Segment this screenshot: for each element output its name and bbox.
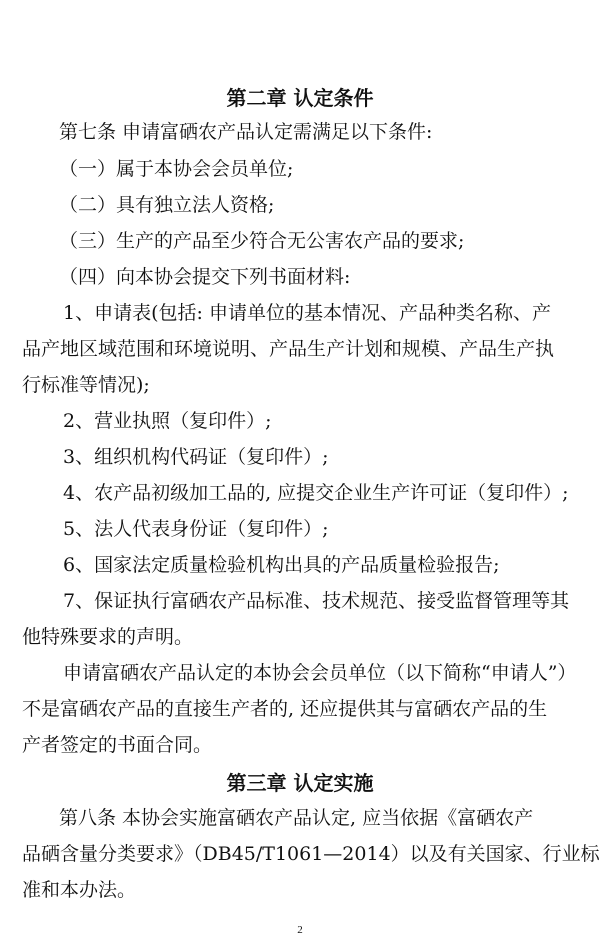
material-item-2: 2、营业执照（复印件）;	[63, 410, 272, 432]
applicant-note-line-2: 不是富硒农产品的直接生产者的, 还应提供其与富硒农产品的生	[22, 698, 548, 720]
article-8-line-1: 第八条 本协会实施富硒农产品认定, 应当依据《富硒农产	[59, 807, 534, 829]
chapter-2-heading: 第二章 认定条件	[226, 86, 374, 110]
article-8-line-3: 准和本办法。	[22, 879, 137, 901]
material-item-5: 5、法人代表身份证（复印件）;	[63, 518, 329, 540]
condition-4: （四）向本协会提交下列书面材料:	[59, 266, 351, 288]
applicant-note-line-1: 申请富硒农产品认定的本协会会员单位（以下简称“申请人”）	[63, 662, 577, 684]
chapter-3-heading: 第三章 认定实施	[226, 771, 374, 795]
material-item-1-line-2: 品产地区域范围和环境说明、产品生产计划和规模、产品生产执	[22, 338, 555, 360]
condition-3: （三）生产的产品至少符合无公害农产品的要求;	[59, 230, 465, 252]
material-item-4: 4、农产品初级加工品的, 应提交企业生产许可证（复印件）;	[63, 482, 569, 504]
material-item-7-line-2: 他特殊要求的声明。	[22, 626, 194, 648]
material-item-7-line-1: 7、保证执行富硒农产品标准、技术规范、接受监督管理等其	[63, 590, 570, 612]
condition-1: （一）属于本协会会员单位;	[59, 158, 294, 180]
material-item-1-line-3: 行标准等情况);	[22, 374, 150, 396]
page-number: 2	[297, 924, 303, 936]
article-7-text: 第七条 申请富硒农产品认定需满足以下条件:	[59, 121, 433, 143]
article-8-line-2: 品硒含量分类要求》（DB45/T1061—2014）以及有关国家、行业标	[22, 843, 600, 865]
condition-2: （二）具有独立法人资格;	[59, 194, 275, 216]
applicant-note-line-3: 产者签定的书面合同。	[22, 734, 213, 756]
material-item-3: 3、组织机构代码证（复印件）;	[63, 446, 329, 468]
material-item-6: 6、国家法定质量检验机构出具的产品质量检验报告;	[63, 554, 500, 576]
material-item-1-line-1: 1、申请表(包括: 申请单位的基本情况、产品种类名称、产	[63, 302, 551, 324]
